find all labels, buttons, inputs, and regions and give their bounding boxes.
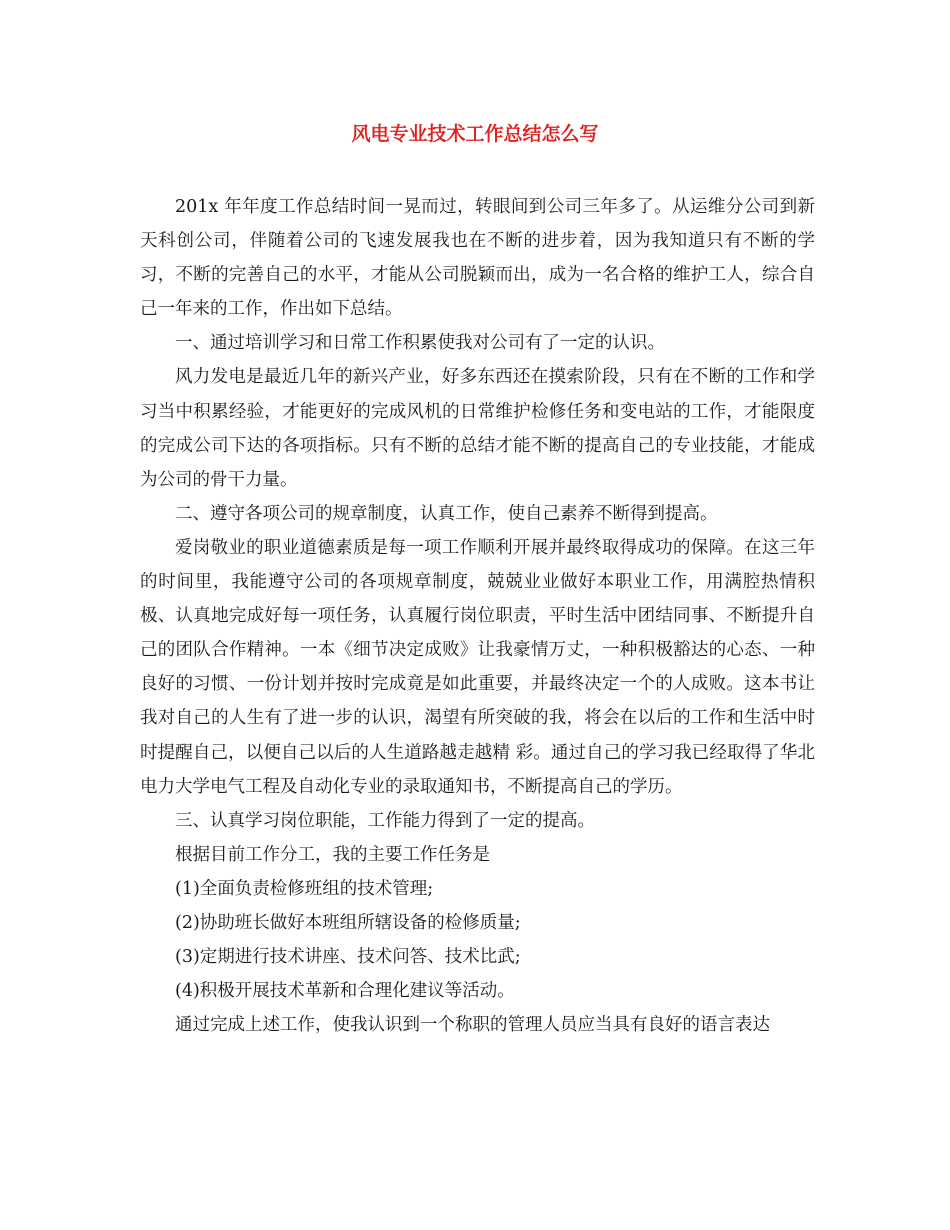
heading-section-2: 二、遵守各项公司的规章制度，认真工作，使自己素养不断得到提高。: [175, 503, 718, 524]
list-item-duty-2: (2)协助班长做好本班组所辖设备的检修质量;: [175, 912, 521, 933]
list-item-duty-1: (1)全面负责检修班组的技术管理;: [175, 878, 434, 899]
list-item-duty-3: (3)定期进行技术讲座、技术问答、技术比武;: [175, 947, 521, 968]
list-item-duty-4: (4)积极开展技术革新和合理化建议等活动。: [175, 981, 515, 1002]
document-title: 风电专业技术工作总结怎么写: [351, 123, 599, 145]
paragraph-conclusion: 通过完成上述工作，使我认识到一个称职的管理人员应当具有良好的语言表达: [175, 1015, 770, 1036]
paragraph-duties-intro: 根据目前工作分工，我的主要工作任务是: [175, 844, 490, 865]
heading-section-3: 三、认真学习岗位职能，工作能力得到了一定的提高。: [175, 810, 595, 831]
document-body: [140, 190, 815, 1042]
paragraph-section-2: 爱岗敬业的职业道德素质是每一项工作顺利开展并最终取得成功的保障。在这三年的时间里，我能遵守公司的各项规章制度，兢兢业业做好本职业工作，用满腔热情积极、认真地完成好每一项任务，认真履行岗位职责，平时生活中团结同事、不断提升自己的团队合作精神。一本《细节决定成败》让我豪情万丈，一种积极豁达的心态、一种良好的习惯、一份计划并按时完成竟是如此重要，并最终决定一个的人成败。这本书让我对自己的人生有了进一步的认识，渴望有所突破的我，将会在以后的工作和生活中时时提醒自己，以便自己以后的人生道路越走越精 彩。通过自己的学习我已经取得了华北电力大学电气工程及自动化专业的录取通知书，不断提高自己的学历。: [140, 537, 815, 797]
paragraph-section-1: 风力发电是最近几年的新兴产业，好多东西还在摸索阶段，只有在不断的工作和学习当中积累经验，才能更好的完成风机的日常维护检修任务和变电站的工作，才能限度的完成公司下达的各项指标。只有不断的总结才能不断的提高自己的专业技能，才能成为公司的骨干力量。: [140, 367, 815, 490]
heading-section-1: 一、通过培训学习和日常工作积累使我对公司有了一定的认识。: [175, 333, 665, 354]
paragraph-intro: 201x 年年度工作总结时间一晃而过，转眼间到公司三年多了。从运维分公司到新天科创公司，伴随着公司的飞速发展我也在不断的进步着，因为我知道只有不断的学习，不断的完善自己的水平，才能从公司脱颖而出，成为一名合格的维护工人，综合自己一年来的工作，作出如下总结。: [140, 197, 815, 320]
